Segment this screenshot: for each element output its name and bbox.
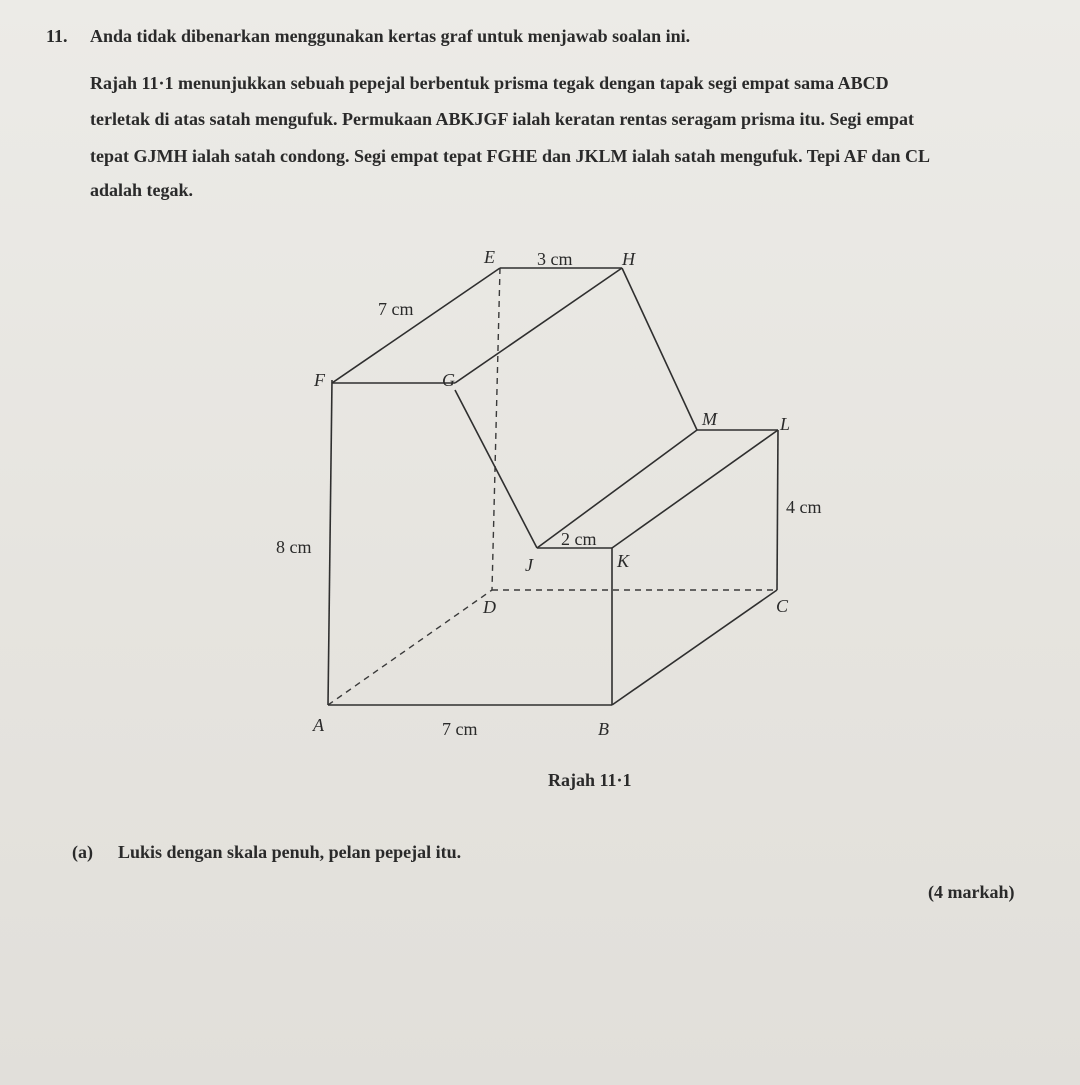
edge-HM (622, 268, 697, 430)
edge-GH (455, 268, 622, 383)
question-number: 11. (46, 26, 68, 46)
dimension-label-AB: 7 cm (442, 719, 478, 739)
edge-LC (777, 430, 778, 590)
vertex-label-E: E (484, 247, 495, 267)
part-a-text: Lukis dengan skala penuh, pelan pepejal itu. (118, 842, 462, 862)
prism-svg (250, 235, 870, 755)
dimension-label-AF: 8 cm (276, 537, 312, 557)
dimension-label-EH: 3 cm (537, 249, 573, 269)
paragraph-line: terletak di atas satah mengufuk. Permukaan ABKJGF ialah keratan rentas seragam prisma itu. Segi empat (90, 109, 914, 129)
edge-ED (492, 268, 500, 590)
vertex-label-G: G (442, 370, 455, 390)
prism-diagram (250, 235, 870, 760)
dimension-label-FE: 7 cm (378, 299, 414, 319)
dimension-label-CL: 4 cm (786, 497, 822, 517)
part-a-marks: (4 markah) (928, 882, 1015, 902)
edge-FE (332, 268, 500, 383)
dimension-label-JK: 2 cm (561, 529, 597, 549)
part-a-label: (a) (72, 842, 93, 862)
vertex-label-K: K (617, 551, 630, 571)
vertex-label-D: D (483, 597, 496, 617)
edge-KL (612, 430, 778, 548)
vertex-label-L: L (780, 414, 791, 434)
vertex-label-M: M (702, 409, 717, 429)
vertex-label-A: A (313, 715, 324, 735)
paragraph-line: Rajah 11·1 menunjukkan sebuah pepejal berbentuk prisma tegak dengan tapak segi empat sama ABCD (90, 73, 889, 93)
vertex-label-C: C (776, 596, 789, 616)
vertex-label-H: H (622, 249, 635, 269)
paragraph-line: adalah tegak. (90, 180, 194, 200)
figure-caption: Rajah 11·1 (548, 770, 632, 790)
paragraph-line: tepat GJMH ialah satah condong. Segi empat tepat FGHE dan JKLM ialah satah mengufuk. Tepi AF dan CL (90, 146, 930, 166)
edge-AF (328, 380, 332, 705)
question-lead: Anda tidak dibenarkan menggunakan kertas graf untuk menjawab soalan ini. (90, 26, 691, 46)
vertex-label-J: J (525, 555, 533, 575)
edge-BC (612, 590, 777, 705)
vertex-label-B: B (598, 719, 609, 739)
vertex-label-F: F (314, 370, 325, 390)
edge-AD (328, 590, 492, 705)
